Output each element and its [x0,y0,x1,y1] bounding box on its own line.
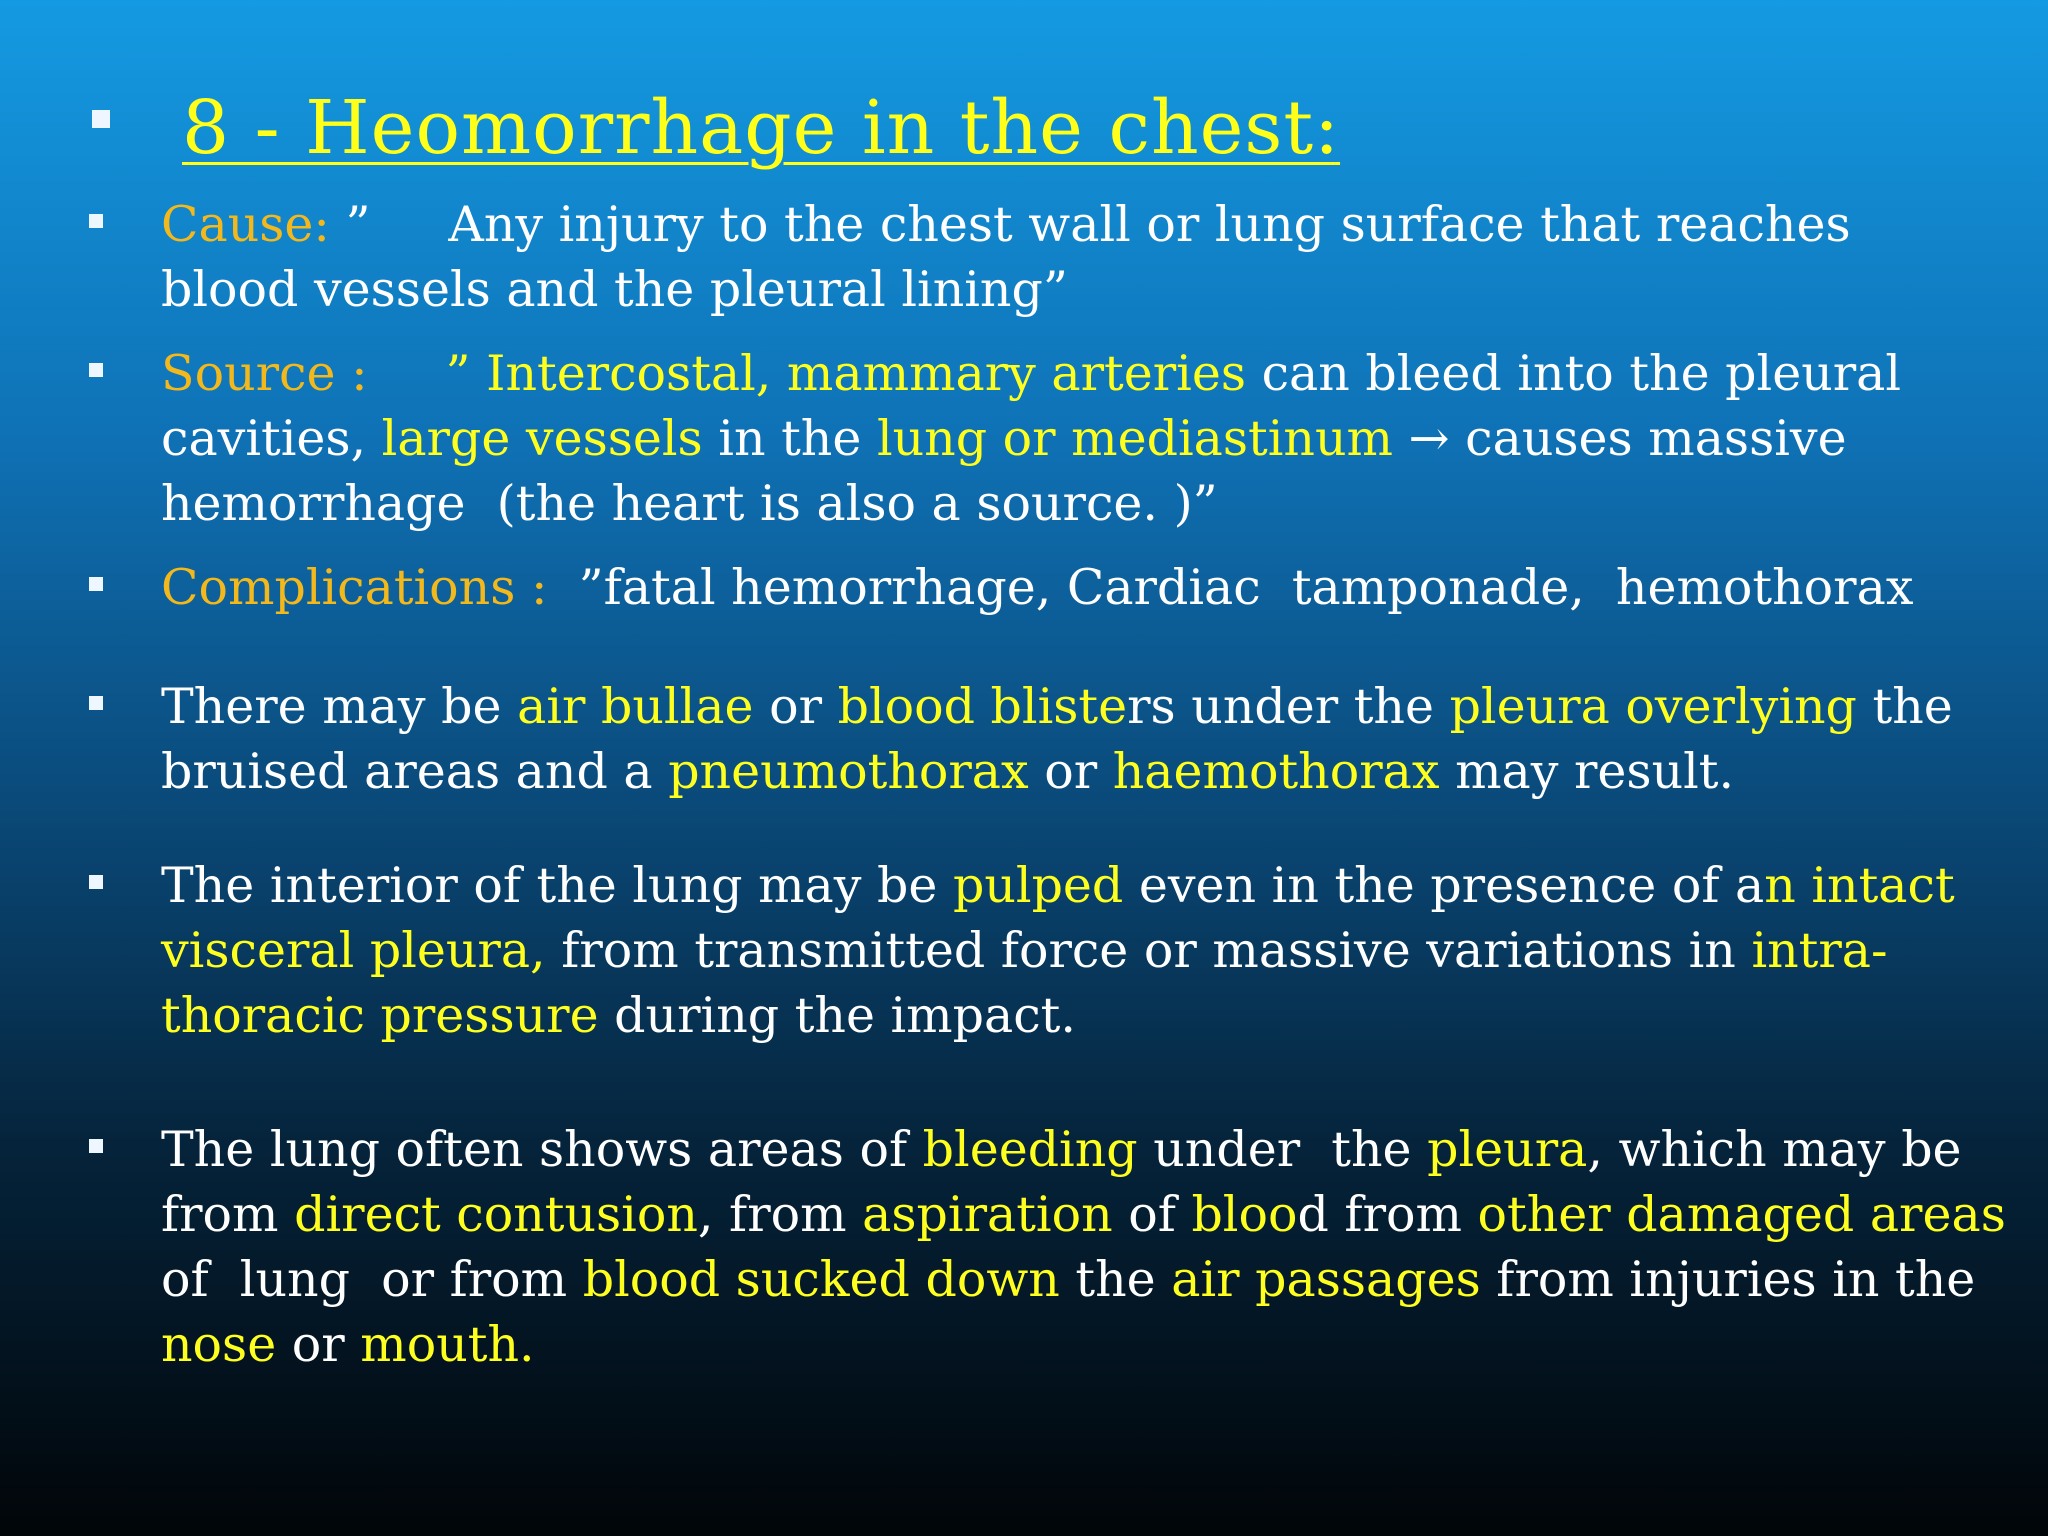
bullet-square-icon [89,363,103,377]
bullae-text-1: There may be [161,678,518,735]
source-lung-mediastinum: lung or mediastinum [876,410,1393,467]
bleeding-other-damaged-areas: other damaged areas [1477,1186,2006,1243]
source-large-vessels: large vessels [381,410,703,467]
interior-text-3: from transmitted force or massive variations in [545,922,1752,979]
source-paragraph [161,341,2011,536]
bleeding-text-4: , from [697,1186,863,1243]
bleeding-text-3: , which may be from [161,1121,1978,1243]
bleeding-text-6: d from [1297,1186,1478,1243]
bullae-text-4: the bruised areas and a [161,678,1953,800]
bullet-square-icon [89,875,103,889]
bleeding-paragraph [161,1117,2031,1377]
bullae-pneumothorax: pneumothorax [668,743,1029,800]
bullet-square-icon [89,1139,103,1153]
source-arteries: ” Intercostal, mammary arteries [367,345,1246,402]
bleeding-text-5: of [1112,1186,1192,1243]
source-text-1: can bleed into the pleural cavities, [161,345,1917,467]
complications-paragraph [161,555,2041,620]
source-text-2: in the [702,410,877,467]
bleeding-mouth: mouth. [360,1316,535,1373]
interior-paragraph [161,853,2011,1048]
bullet-square-icon [89,577,103,591]
source-label: Source : [161,345,368,402]
interior-text-4: during the impact. [598,987,1076,1044]
bullae-paragraph [161,674,1991,804]
bullae-text-5: or [1028,743,1113,800]
cause-text: ” Any injury to the chest wall or lung surface that reaches blood vessels and the pleural lining” [161,196,1867,318]
bleeding-text-10: or [276,1316,361,1373]
bullae-text-2: or [753,678,838,735]
bleeding-aspiration: aspiration [862,1186,1113,1243]
bullae-haemothorax: haemothorax [1112,743,1440,800]
bleeding-text-1: The lung often shows areas of [161,1121,923,1178]
complications-label: Complications : [161,559,548,616]
bullae-text-6: may result. [1439,743,1735,800]
bullet-square-icon [89,696,103,710]
bleeding-blood-sucked-down: blood sucked down [582,1251,1060,1308]
bleeding-pleura: pleura [1427,1121,1588,1178]
bullae-air-bullae: air bullae [517,678,754,735]
interior-intact-visceral-pleura: n intact visceral pleura, [161,857,1955,979]
interior-text-1: The interior of the lung may be [161,857,953,914]
complications-text: ”fatal hemorrhage, Cardiac tamponade, hemothorax [547,559,1914,616]
bleeding-text-2: under the [1137,1121,1428,1178]
bleeding-direct-contusion: direct contusion [294,1186,698,1243]
slide-title: 8 - Heomorrhage in the chest: [182,85,1341,171]
bullae-blood-blisters: blood bliste [837,678,1128,735]
bleeding-bleeding: bleeding [922,1121,1138,1178]
interior-text-2: even in the presence of a [1123,857,1765,914]
bullae-pleura-overlying: pleura overlying [1449,678,1857,735]
bleeding-text-7: of lung or from [161,1186,2022,1308]
bleeding-text-8: the [1059,1251,1172,1308]
title-bullet-icon [92,110,110,128]
bleeding-text-9: from injuries in the [1480,1251,1991,1308]
interior-intra-thoracic-pressure: intra-thoracic pressure [161,922,1888,1044]
bleeding-nose: nose [161,1316,277,1373]
cause-paragraph [161,192,1991,322]
bleeding-air-passages: air passages [1171,1251,1481,1308]
bullet-square-icon [89,214,103,228]
source-text-3: → causes massive hemorrhage (the heart is also a source. )” [161,410,1863,532]
interior-pulped: pulped [952,857,1124,914]
cause-label: Cause: [161,196,330,253]
bullae-text-3: rs under the [1127,678,1450,735]
bleeding-blood: bloo [1191,1186,1298,1243]
